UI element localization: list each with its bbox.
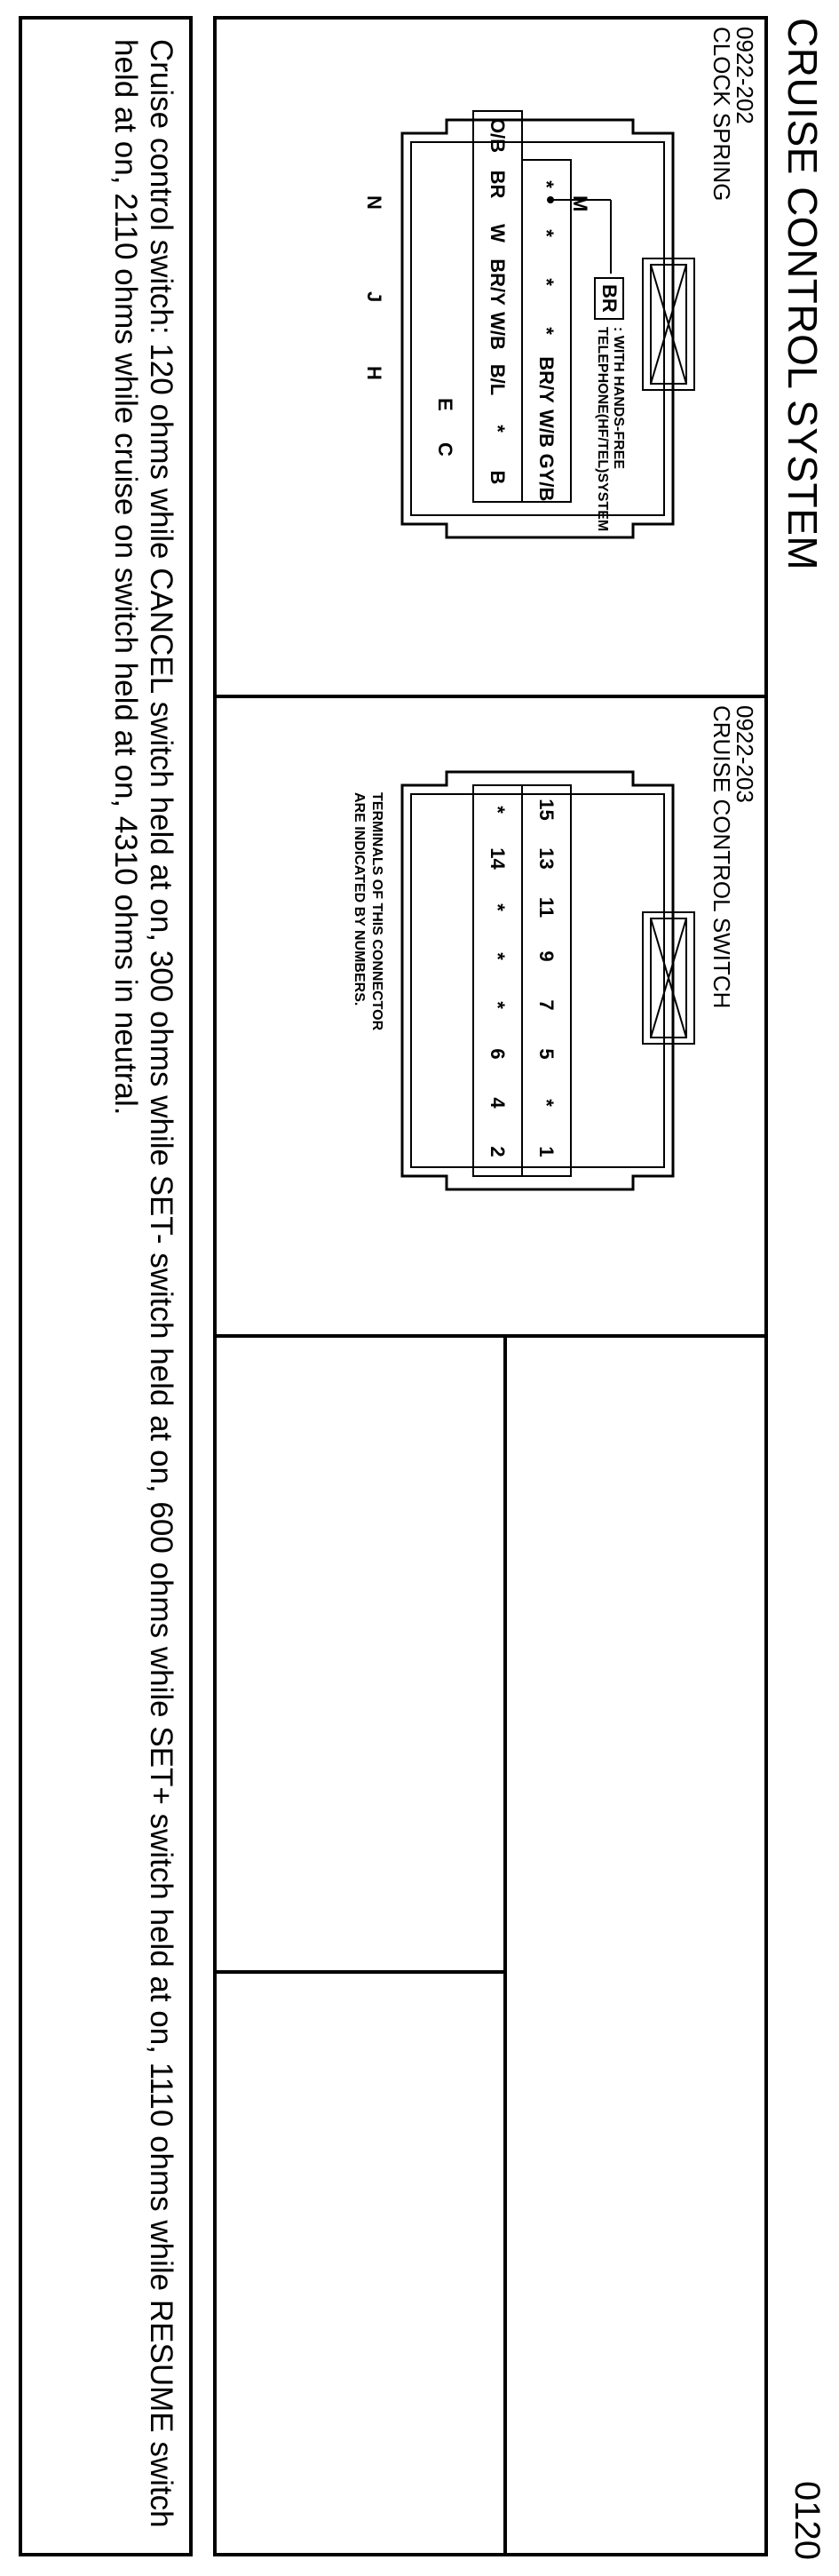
cell-divider xyxy=(503,1334,507,2553)
cavity-label-j: J xyxy=(363,291,385,303)
page-number: 0120 xyxy=(788,2481,827,2560)
cavity-label-e: E xyxy=(434,398,456,411)
terminal-row-2 xyxy=(473,785,522,1176)
cell-divider xyxy=(217,1970,505,1974)
cell-divider xyxy=(217,695,764,698)
terminal-cell: W xyxy=(487,224,509,242)
terminal-cell: * xyxy=(535,278,558,286)
connector-code: 0922-203 xyxy=(732,705,758,803)
terminal-cell: * xyxy=(535,229,558,237)
terminal-row-2 xyxy=(473,111,522,502)
terminal-note-line1: TERMINALS OF THIS CONNECTOR xyxy=(369,792,384,1031)
terminal-cell: O/B xyxy=(487,117,509,154)
cavity-label-h: H xyxy=(363,366,385,380)
terminal-cell: 7 xyxy=(535,999,558,1011)
terminal-cell: 5 xyxy=(535,1048,558,1060)
terminal-cell: W/B xyxy=(535,409,558,448)
terminal-cell: B xyxy=(487,470,509,485)
callout-note-line2: TELEPHONE(HF/TEL)SYSTEM xyxy=(595,327,610,532)
cavity-label-n: N xyxy=(363,195,385,210)
terminal-cell: BR/Y xyxy=(535,356,558,403)
cell-divider xyxy=(217,1334,764,1338)
terminal-cell: * xyxy=(487,1001,509,1009)
terminal-cell: B/L xyxy=(487,363,509,396)
terminal-cell: * xyxy=(535,327,558,335)
crossed-rectangle-lock-icon xyxy=(642,911,695,1045)
terminal-cell: 11 xyxy=(535,896,558,918)
resistance-note-text: Cruise control switch: 120 ohms while CANCEL switch held at on, 300 ohms while SET- switch held at on, 600 ohms while SET+ switch held at on, 1110 ohms while RESUME switch held at on, 2110 ohms while cruise on switch held at on, 4310 ohms in neutral. xyxy=(108,39,178,2528)
terminal-cell: * xyxy=(535,1099,558,1107)
terminal-row-1 xyxy=(522,160,571,502)
connector-name: CLOCK SPRING xyxy=(708,27,735,202)
terminal-cell: 13 xyxy=(535,847,558,870)
crossed-rectangle-lock-icon xyxy=(642,258,695,391)
terminal-cell: BR/Y xyxy=(487,258,509,306)
connector-cell-cruise-control-switch xyxy=(225,705,757,1327)
terminal-cell: 4 xyxy=(487,1097,509,1109)
terminal-cell: 9 xyxy=(535,950,558,962)
connector-code: 0922-202 xyxy=(732,27,758,124)
terminal-cell: 14 xyxy=(487,847,509,870)
terminal-cell: 15 xyxy=(535,799,558,821)
terminal-cell: W/B xyxy=(487,312,509,350)
terminal-cell: * xyxy=(487,952,509,960)
callout-note-line1: : WITH HANDS-FREE xyxy=(611,327,626,469)
connector-cell-clock-spring xyxy=(225,27,757,684)
resistance-note-box xyxy=(19,16,193,2556)
terminal-cell: 1 xyxy=(535,1146,558,1157)
terminal-row-1 xyxy=(522,785,571,1176)
terminal-cell: BR xyxy=(487,170,509,199)
terminal-cell: 6 xyxy=(487,1048,509,1060)
terminal-cell: * xyxy=(487,903,509,911)
connector-name: CRUISE CONTROL SWITCH xyxy=(708,705,735,1009)
cavity-label-c: C xyxy=(434,442,456,457)
connector-table xyxy=(213,16,768,2556)
terminal-cell: GY/B xyxy=(535,453,558,502)
cavity-label-m: M xyxy=(569,195,591,212)
terminal-cell: * xyxy=(535,180,558,188)
terminal-cell: * xyxy=(487,425,509,433)
terminal-cell: * xyxy=(487,806,509,814)
terminal-note-line2: ARE INDICATED BY NUMBERS. xyxy=(352,792,367,1006)
terminal-cell: 2 xyxy=(487,1146,509,1157)
callout-wire-box: BR xyxy=(594,277,624,320)
page-title: CRUISE CONTROL SYSTEM xyxy=(780,18,826,571)
